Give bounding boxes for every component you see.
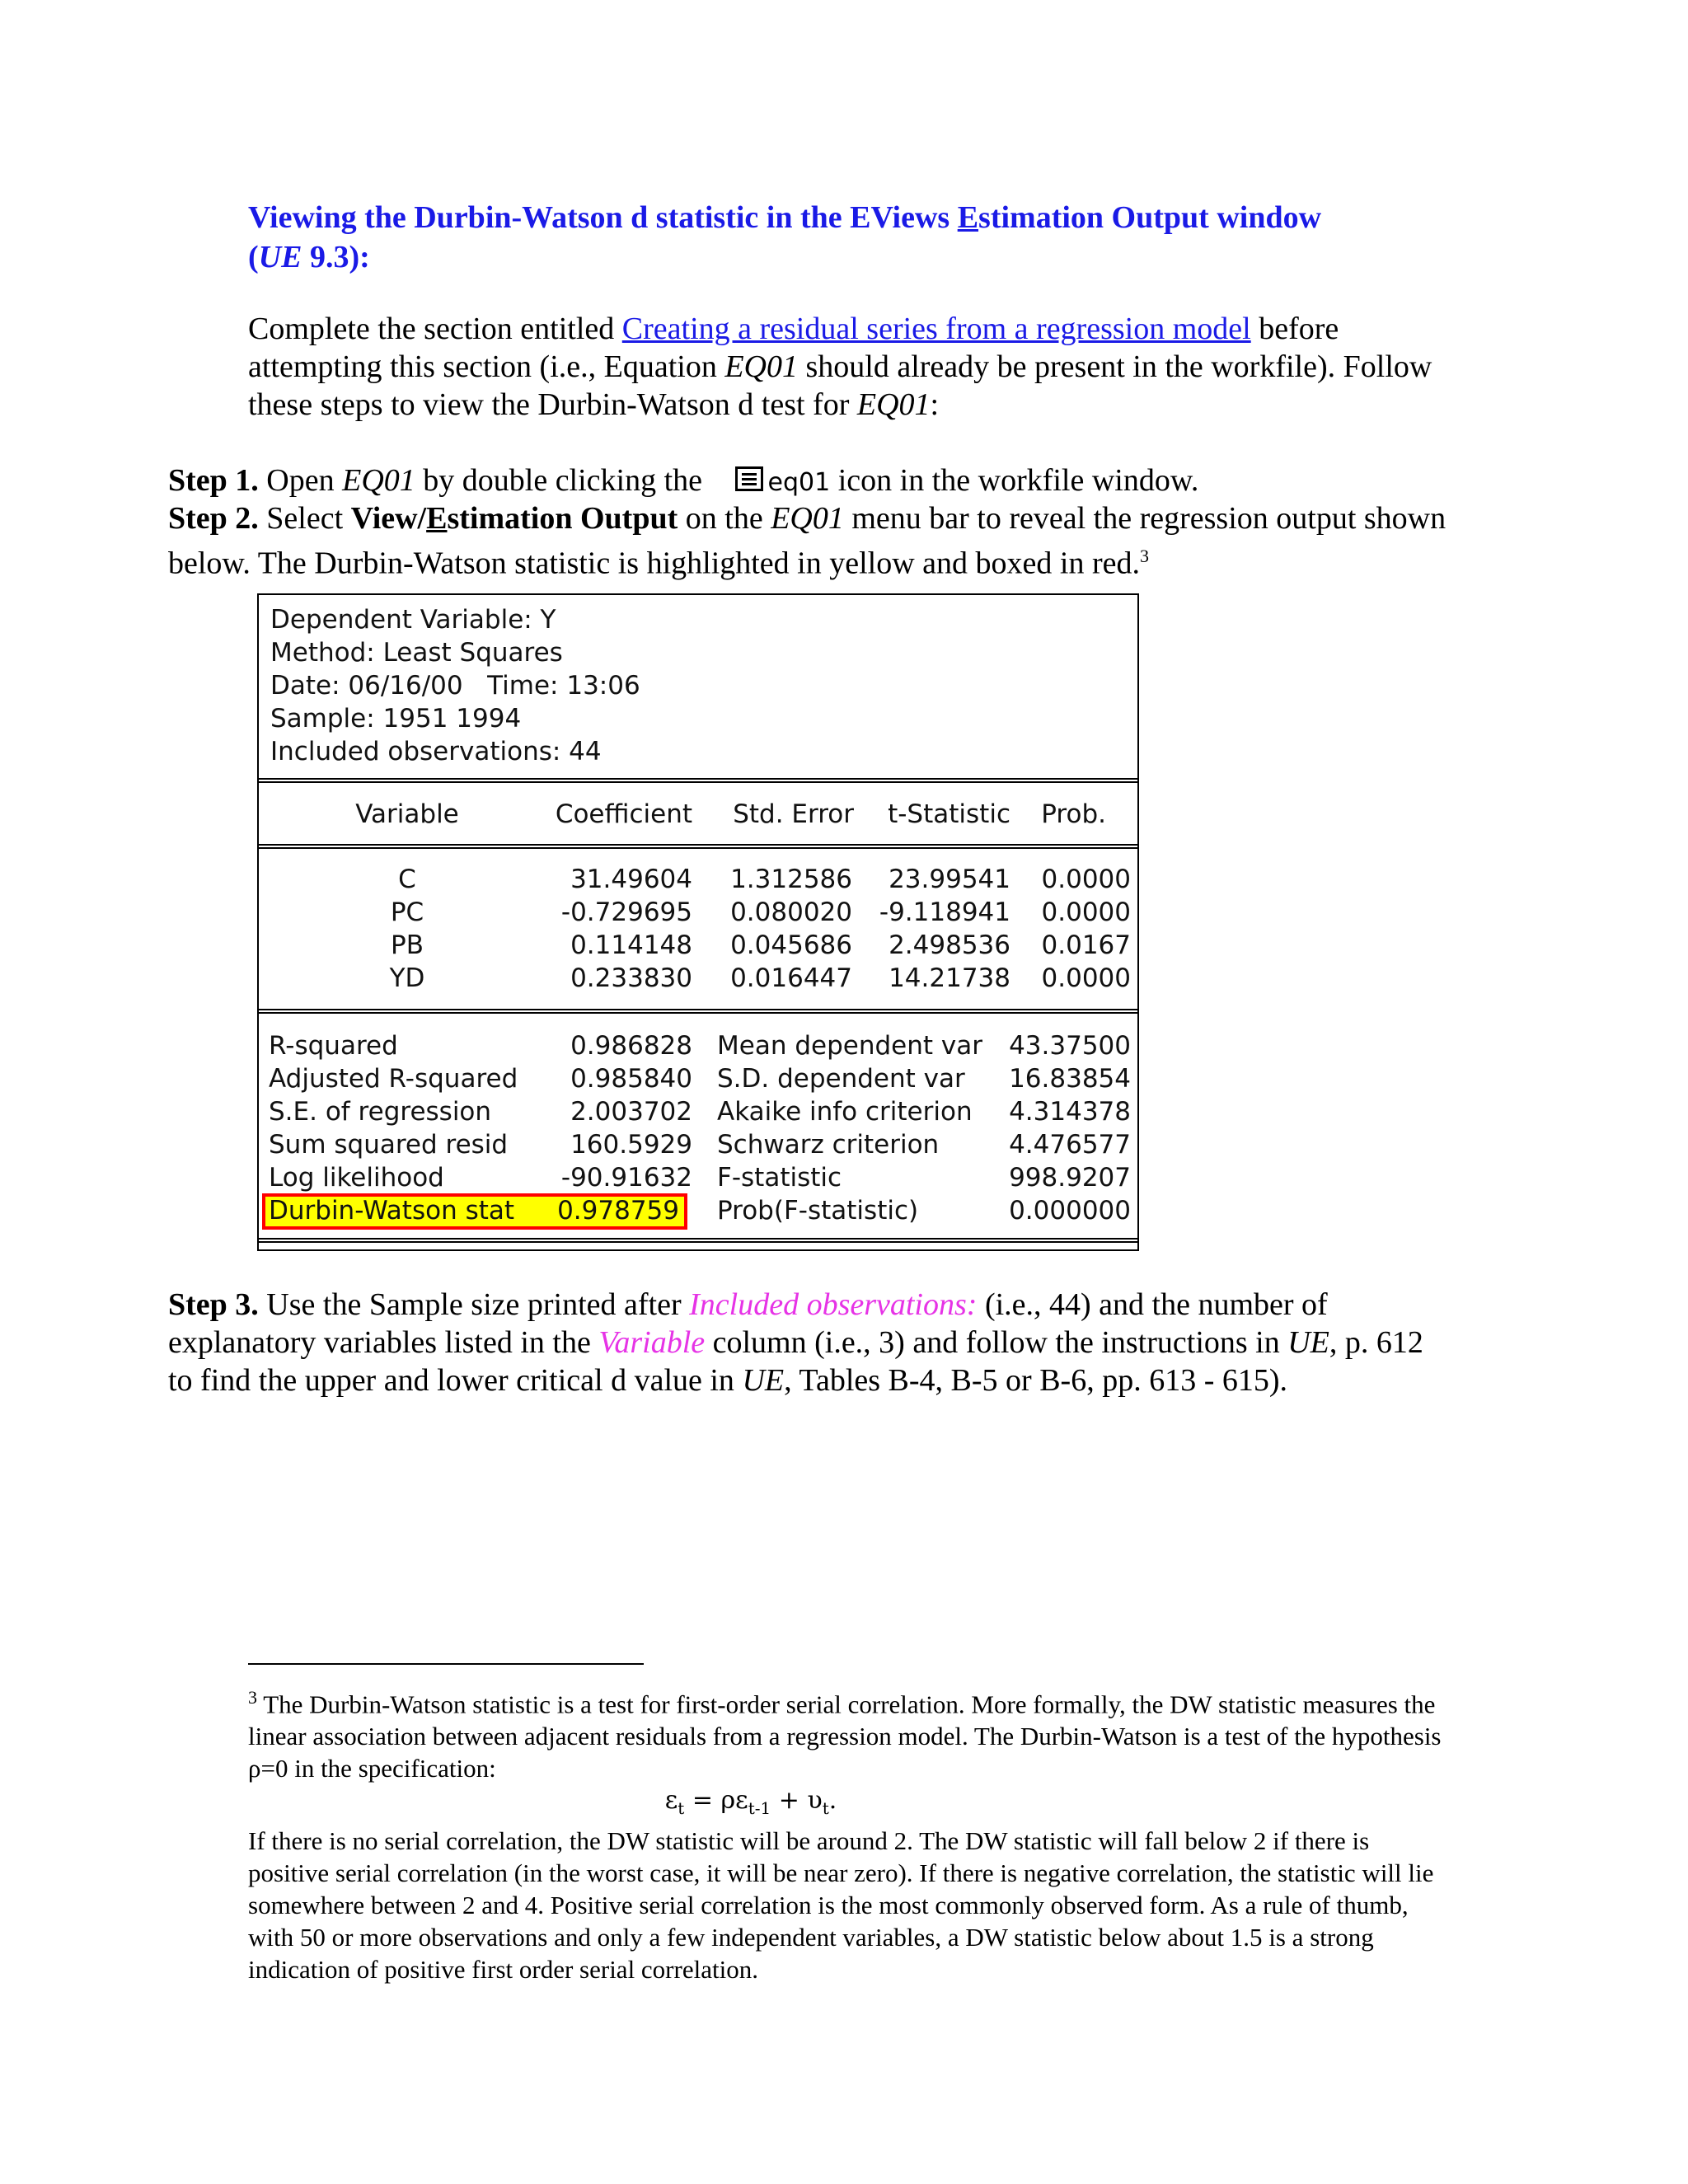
intro-paragraph: Complete the section entitled Creating a residual series from a regression model before attempting this section (i.e., Equation EQ01 should already be present in the workfile). Follow these steps to view the Durbin-Watson d test for EQ01: — [248, 312, 1432, 422]
durbin-watson-value: 0.978759 — [557, 1196, 679, 1226]
column-header-t-statistic: t-Statistic — [888, 799, 1010, 829]
durbin-watson-label: Durbin-Watson stat — [269, 1196, 515, 1226]
footnote-paragraph-1: $^3$ The Durbin-Watson statistic is a test for first-order serial correlation. More formally, the DW statistic measures the linear association between adjacent residuals from a regression model. The Durbin-Watson is a test of the hypothesis ρ=0 in the specification: — [248, 1687, 1442, 1783]
divider — [259, 1238, 1137, 1243]
residual-series-link[interactable]: Creating a residual series from a regression model — [621, 312, 1251, 346]
footnote-paragraph-2: If there is no serial correlation, the DW statistic will be around 2. The DW statistic will fall below 2 if there is positive serial correlation (in the worst case, it will be near zero). If there is negative correlation, the statistic will lie somewhere between 2 and 4. Positive serial correlation is the most commonly observed form. As a rule of thumb, with 50 or more observations and only a few independent variables, a DW statistic below about 1.5 is a strong indication of positive first order serial correlation. — [248, 1826, 1434, 1985]
footnote-separator — [248, 1663, 644, 1665]
column-header-variable: Variable — [355, 799, 459, 829]
footnote — [248, 1681, 1451, 1985]
column-header-coefficient: Coefficient — [555, 799, 692, 829]
section-title: Viewing the Durbin-Watson d statistic in the EViews Estimation Output window (UE 9.3): — [248, 200, 1322, 274]
column-header-prob: Prob. — [1041, 799, 1106, 829]
column-header-std-error: Std. Error — [733, 799, 854, 829]
divider — [259, 844, 1137, 849]
estimation-output: Dependent Variable: Y Method: Least Squares Date: 06/16/00 Time: 13:06 Sample: 1951 1994 Included observations: 44 Variable Coefficient Std. Error t-Statistic Prob. C 31.49604 1.312586 23.99541 0.0000 PC -0.729695 0.080020 -9.118941 0.0000 PB 0.114148 0.045686 2.498536 0.0167 YD 0.233830 0.016447 14.21738 0.0000 R-squared 0.986828 Mean dependent var 43.37500 Adjusted R-squared 0.985840 S.D. dependent var 16.83854 S.E. of regression 2.003702 Akaike info criterion 4.314378 Sum squared resid 160.5929 Schwarz criterion 4.476577 Log likelihood -90.91632 F-statistic 998.9207 Durbin-Watson stat 0.978759 Prob(F-statistic) 0.000000 — [257, 593, 1139, 1251]
equation-icon — [735, 462, 763, 500]
dw-specification-formula: $\varepsilon_t = \rho\varepsilon_{t-1} + \upsilon_t$. — [664, 1786, 837, 1819]
step-1: Step 1. Open EQ01 by double clicking the eq01 icon in the workfile window. — [168, 462, 1454, 504]
divider — [259, 778, 1137, 783]
output-header: Dependent Variable: Y Method: Least Squares Date: 06/16/00 Time: 13:06 Sample: 1951 1994 Included observations: 44 — [270, 605, 640, 766]
step-3: Step 3. Use the Sample size printed after Included observations: (i.e., 44) and the number of explanatory variables listed in the Variable column (i.e., 3) and follow the instructions in UE, p. 612 to find the upper and lower critical d value in UE, Tables B-4, B-5 or B-6, pp. 613 - 615). — [168, 1287, 1423, 1398]
step-2: Step 2. Select View/Estimation Output on the EQ01 menu bar to reveal the regression output shown below. The Durbin-Watson statistic is highlighted in yellow and boxed in red.$^3$ — [168, 501, 1447, 581]
divider — [259, 1009, 1137, 1014]
